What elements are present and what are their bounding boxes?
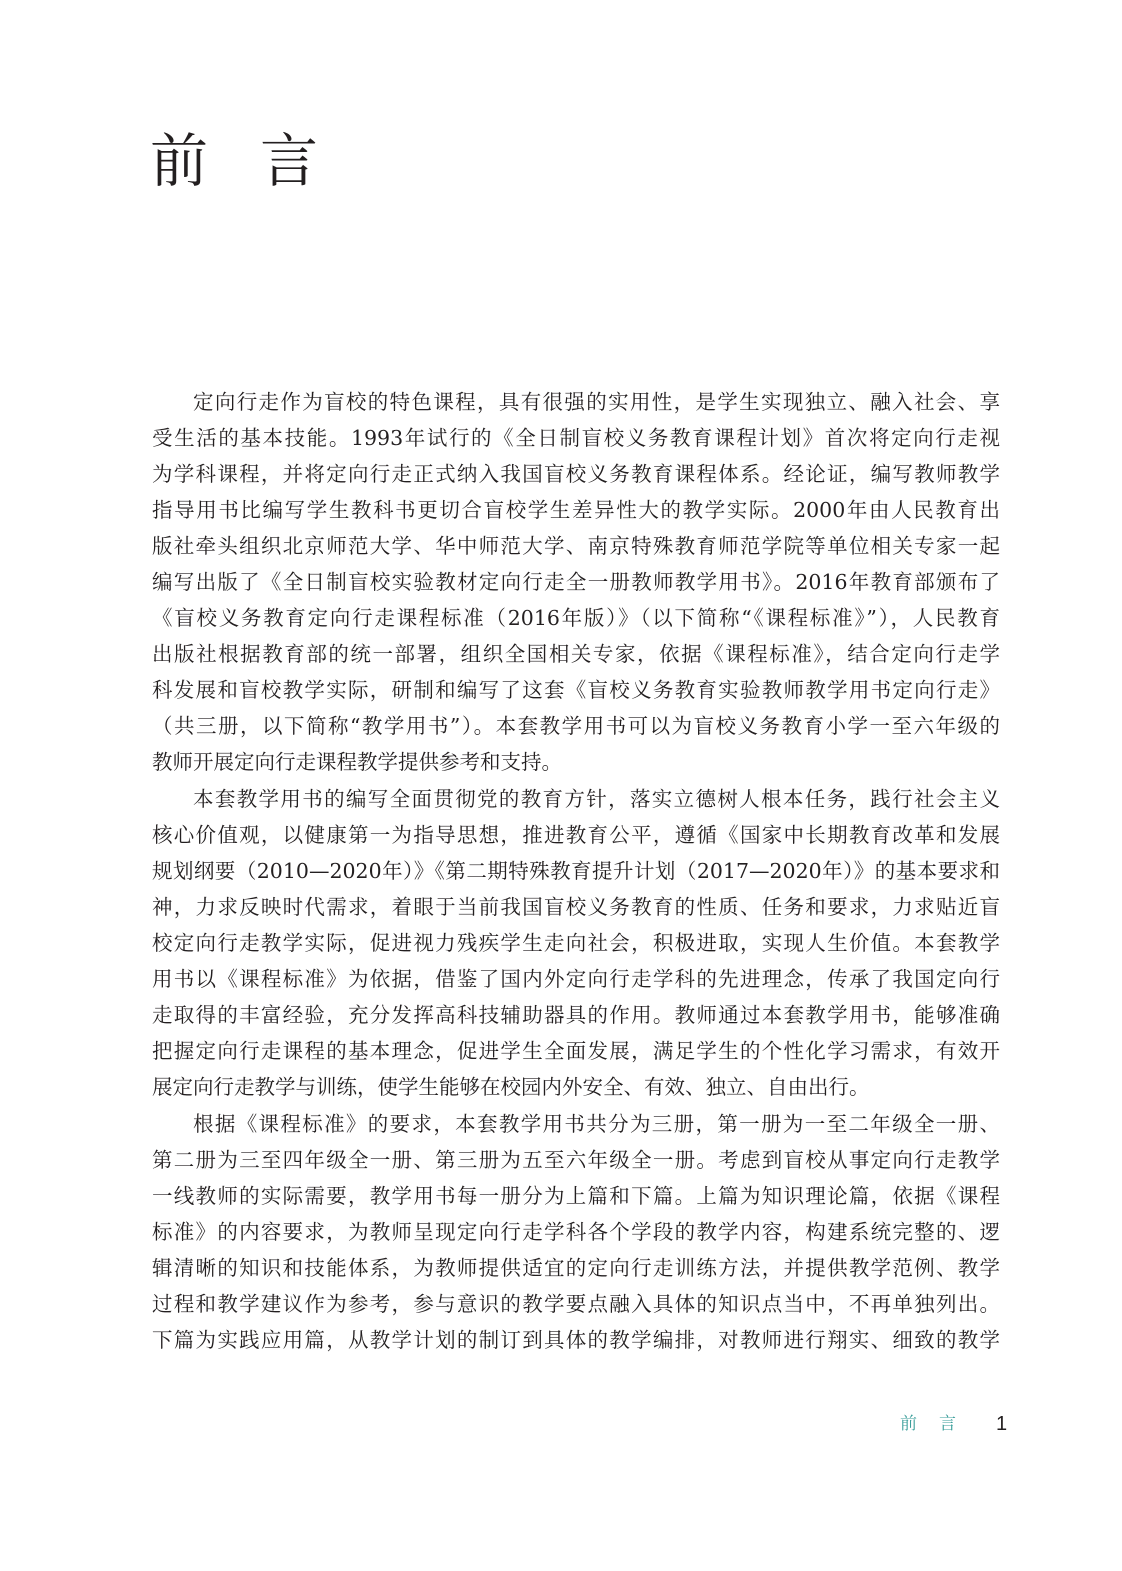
text-line: 规划纲要（2010—2020年）》《第二期特殊教育提升计划（2017—2020年）》的基本要求和 [152, 859, 1000, 883]
text-line: 受生活的基本技能。1993年试行的《全日制盲校义务教育课程计划》首次将定向行走视 [152, 426, 1000, 450]
paragraph [152, 384, 1000, 780]
text-line: 神，力求反映时代需求，着眼于当前我国盲校义务教育的性质、任务和要求，力求贴近盲 [152, 895, 1000, 919]
page-number: 1 [996, 1413, 1008, 1435]
text-line: 用书以《课程标准》为依据，借鉴了国内外定向行走学科的先进理念，传承了我国定向行 [152, 967, 1000, 991]
text-line: 出版社根据教育部的统一部署，组织全国相关专家，依据《课程标准》，结合定向行走学 [152, 642, 1000, 666]
text-line: 教师开展定向行走课程教学提供参考和支持。 [152, 750, 562, 774]
text-line: 下篇为实践应用篇，从教学计划的制订到具体的教学编排，对教师进行翔实、细致的教学 [152, 1328, 1000, 1352]
text-line: 走取得的丰富经验，充分发挥高科技辅助器具的作用。教师通过本套教学用书，能够准确 [152, 1003, 1000, 1027]
text-line: 版社牵头组织北京师范大学、华中师范大学、南京特殊教育师范学院等单位相关专家一起 [152, 534, 1000, 558]
text-line: 科发展和盲校教学实际，研制和编写了这套《盲校义务教育实验教师教学用书定向行走》 [152, 678, 1000, 702]
page-title: 前言 [150, 127, 371, 195]
text-line: 一线教师的实际需要，教学用书每一册分为上篇和下篇。上篇为知识理论篇，依据《课程 [152, 1184, 1000, 1208]
text-line: 校定向行走教学实际，促进视力残疾学生走向社会，积极进取，实现人生价值。本套教学 [152, 931, 1000, 955]
text-line: 本套教学用书的编写全面贯彻党的教育方针，落实立德树人根本任务，践行社会主义 [193, 787, 1000, 811]
text-line: 为学科课程，并将定向行走正式纳入我国盲校义务教育课程体系。经论证，编写教师教学 [152, 462, 1000, 486]
text-line: 展定向行走教学与训练，使学生能够在校园内外安全、有效、独立、自由出行。 [152, 1075, 870, 1099]
text-line: 过程和教学建议作为参考，参与意识的教学要点融入具体的知识点当中，不再单独列出。 [152, 1292, 1000, 1316]
paragraph [152, 781, 1000, 1105]
text-line: 指导用书比编写学生教科书更切合盲校学生差异性大的教学实际。2000年由人民教育出 [152, 498, 1000, 522]
text-line: （共三册，以下简称“教学用书”）。本套教学用书可以为盲校义务教育小学一至六年级的 [152, 714, 1000, 738]
text-line: 核心价值观，以健康第一为指导思想，推进教育公平，遵循《国家中长期教育改革和发展 [152, 823, 1000, 847]
footer-section-title: 前言 [900, 1414, 978, 1434]
text-line: 《盲校义务教育定向行走课程标准（2016年版）》（以下简称“《课程标准》”），人民教育 [152, 606, 1000, 630]
text-line: 把握定向行走课程的基本理念，促进学生全面发展，满足学生的个性化学习需求，有效开 [152, 1039, 1000, 1063]
text-line: 第二册为三至四年级全一册、第三册为五至六年级全一册。考虑到盲校从事定向行走教学 [152, 1148, 1000, 1172]
text-line: 编写出版了《全日制盲校实验教材定向行走全一册教师教学用书》。2016年教育部颁布了 [152, 570, 1000, 594]
text-line: 标准》的内容要求，为教师呈现定向行走学科各个学段的教学内容，构建系统完整的、逻 [152, 1220, 1000, 1244]
text-line: 根据《课程标准》的要求，本套教学用书共分为三册，第一册为一至二年级全一册、 [193, 1112, 1000, 1136]
body-text [152, 384, 1000, 1359]
text-line: 定向行走作为盲校的特色课程，具有很强的实用性，是学生实现独立、融入社会、享 [193, 390, 1000, 414]
paragraph [152, 1106, 1000, 1358]
text-line: 辑清晰的知识和技能体系，为教师提供适宜的定向行走训练方法，并提供教学范例、教学 [152, 1256, 1000, 1280]
